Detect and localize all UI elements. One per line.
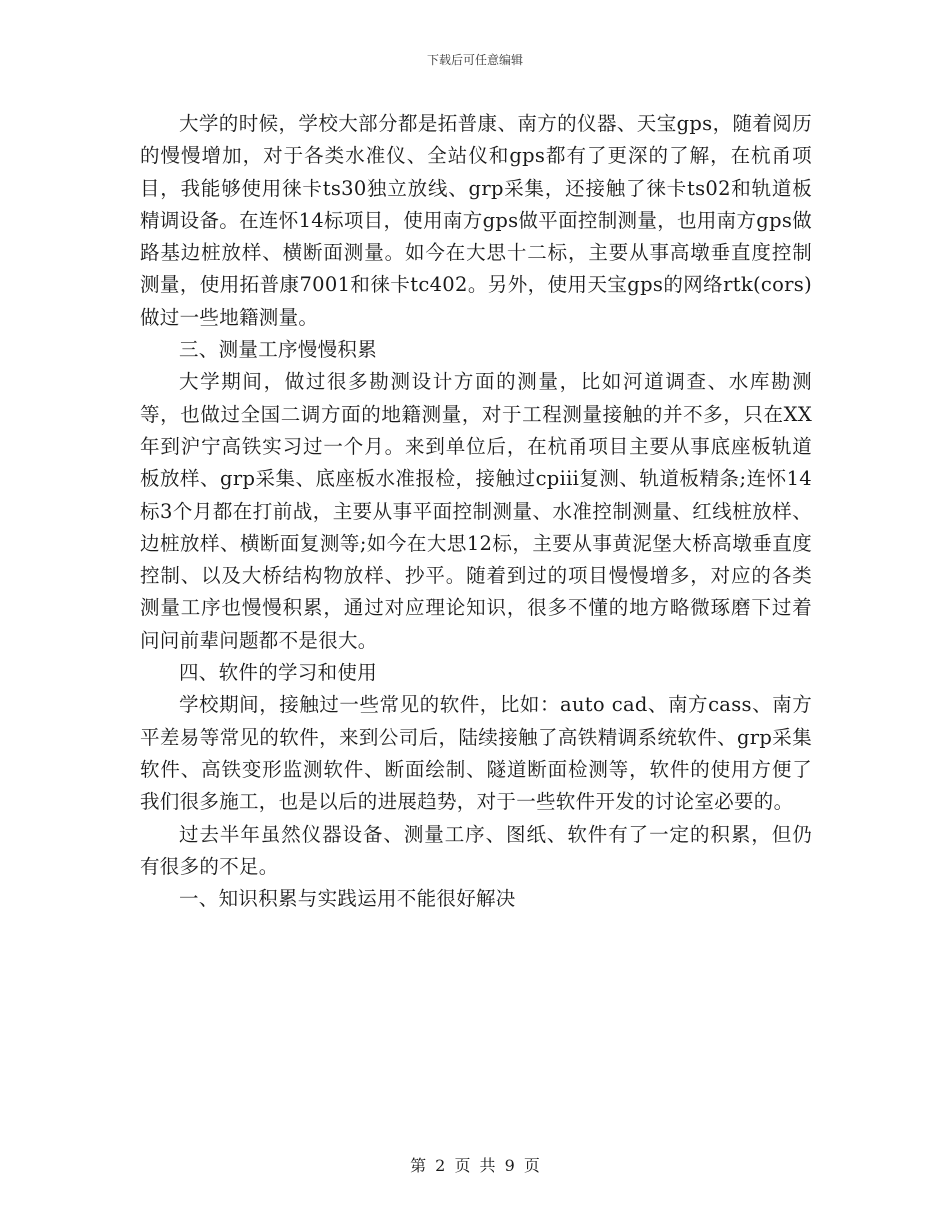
document-body [140, 108, 812, 915]
section-heading-3: 三、测量工序慢慢积累 [179, 338, 378, 362]
paragraph-summary: 过去半年虽然仪器设备、测量工序、图纸、软件有了一定的积累，但仍有很多的不足。 [140, 822, 812, 878]
page-header-note: 下载后可任意编辑 [426, 53, 523, 67]
section-heading-1: 一、知识积累与实践运用不能很好解决 [179, 887, 516, 911]
page-number: 第 2 页 共 9 页 [410, 1156, 540, 1175]
paragraph-software: 学校期间，接触过一些常见的软件，比如：auto cad、南方cass、南方平差易等常见的软件，来到公司后，陆续接触了高铁精调系统软件、grp采集软件、高铁变形监测软件、断面绘制、隧道断面检测等，软件的使用方便了我们很多施工，也是以后的进展趋势，对于一些软件开发的讨论室必要的。 [140, 693, 812, 814]
paragraph-survey-procedures: 大学期间，做过很多勘测设计方面的测量，比如河道调查、水库勘测等，也做过全国二调方面的地籍测量，对于工程测量接触的并不多，只在XX年到沪宁高铁实习过一个月。来到单位后，在杭甬项目主要从事底座板轨道板放样、grp采集、底座板水准报检，接触过cpiii复测、轨道板精条;连怀14标3个月都在打前战，主要从事平面控制测量、水准控制测量、红线桩放样、边桩放样、横断面复测等;如今在大思12标，主要从事黄泥堡大桥高墩垂直度控制、以及大桥结构物放样、抄平。随着到过的项目慢慢增多，对应的各类测量工序也慢慢积累，通过对应理论知识，很多不懂的地方略微琢磨下过着问问前辈问题都不是很大。 [140, 370, 812, 652]
section-heading-4: 四、软件的学习和使用 [179, 661, 378, 685]
paragraph-instruments: 大学的时候，学校大部分都是拓普康、南方的仪器、天宝gps，随着阅历的慢慢增加，对于各类水准仪、全站仪和gps都有了更深的了解，在杭甬项目，我能够使用徕卡ts30独立放线、grp采集，还接触了徕卡ts02和轨道板精调设备。在连怀14标项目，使用南方gps做平面控制测量，也用南方gps做路基边桩放样、横断面测量。如今在大思十二标，主要从事高墩垂直度控制测量，使用拓普康7001和徕卡tc402。另外，使用天宝gps的网络rtk(cors)做过一些地籍测量。 [140, 112, 812, 329]
